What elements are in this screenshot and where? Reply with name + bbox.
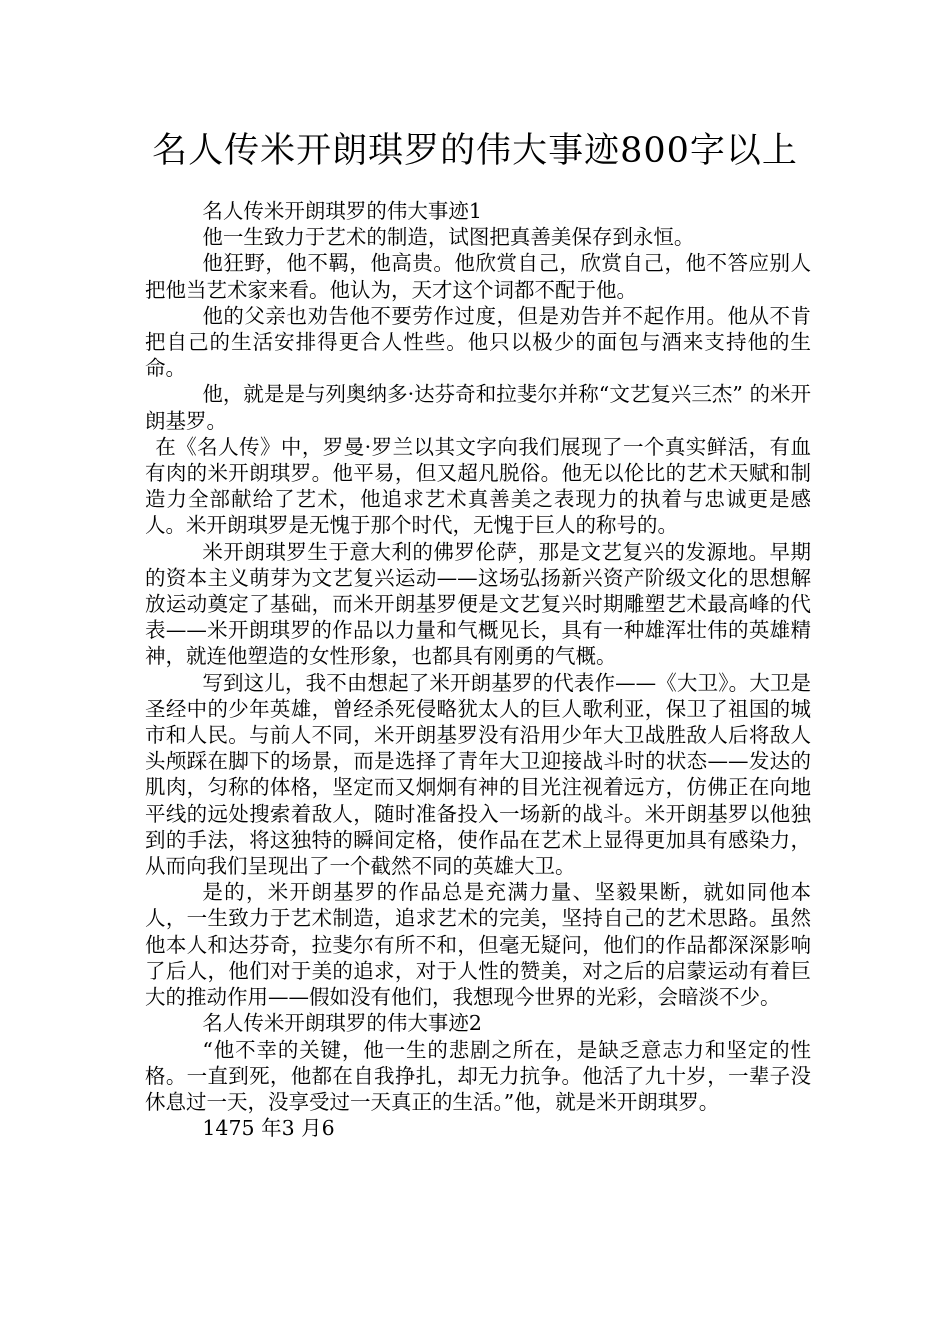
- paragraph: 他的父亲也劝告他不要劳作过度，但是劝告并不起作用。他从不肯把自己的生活安排得更合人性些。他只以极少的面包与酒来支持他的生命。: [145, 303, 811, 381]
- paragraph: 他狂野，他不羁，他高贵。他欣赏自己，欣赏自己，他不答应别人把他当艺术家来看。他认为，天才这个词都不配于他。: [145, 251, 811, 302]
- paragraph: 他一生致力于艺术的制造，试图把真善美保存到永恒。: [202, 225, 695, 250]
- document-body: [145, 198, 811, 1141]
- paragraph: 在《名人传》中，罗曼·罗兰以其文字向我们展现了一个真实鲜活，有血有肉的米开朗琪罗。他平易，但又超凡脱俗。他无以伦比的艺术天赋和制造力全部献给了艺术，他追求艺术真善美之表现力的执着与忠诚更是感人。米开朗琪罗是无愧于那个时代，无愧于巨人的称号的。: [145, 434, 811, 538]
- paragraph: 是的，米开朗基罗的作品总是充满力量、坚毅果断，就如同他本人，一生致力于艺术制造，追求艺术的完美，坚持自己的艺术思路。虽然他本人和达芬奇，拉斐尔有所不和，但毫无疑问，他们的作品都深深影响了后人，他们对于美的追求，对于人性的赞美，对之后的启蒙运动有着巨大的推动作用——假如没有他们，我想现今世界的光彩，会暗淡不少。: [145, 880, 811, 1010]
- paragraph: 米开朗琪罗生于意大利的佛罗伦萨，那是文艺复兴的发源地。早期的资本主义萌芽为文艺复兴运动——这场弘扬新兴资产阶级文化的思想解放运动奠定了基础，而米开朗基罗便是文艺复兴时期雕塑艺术最高峰的代表——米开朗琪罗的作品以力量和气概见长，具有一种雄浑壮伟的英雄精神，就连他塑造的女性形象，也都具有刚勇的气概。: [145, 539, 811, 669]
- section-heading-2: 名人传米开朗琪罗的伟大事迹2: [202, 1011, 482, 1036]
- paragraph-date: 1475 年3 月6: [202, 1116, 335, 1141]
- paragraph: “他不幸的关键，他一生的悲剧之所在，是缺乏意志力和坚定的性格。一直到死，他都在自我挣扎，却无力抗争。他活了九十岁，一辈子没休息过一天，没享受过一天真正的生活。”他，就是米开朗琪罗。: [145, 1037, 811, 1114]
- paragraph: 写到这儿，我不由想起了米开朗基罗的代表作——《大卫》。大卫是圣经中的少年英雄，曾经杀死侵略犹太人的巨人歌利亚，保卫了祖国的城市和人民。与前人不同，米开朗基罗没有沿用少年大卫战胜敌人后将敌人头颅踩在脚下的场景，而是选择了青年大卫迎接战斗时的状态——发达的肌肉，匀称的体格，坚定而又炯炯有神的目光注视着远方，仿佛正在向地平线的远处搜索着敌人，随时准备投入一场新的战斗。米开朗基罗以他独到的手法，将这独特的瞬间定格，使作品在艺术上显得更加具有感染力，从而向我们呈现出了一个截然不同的英雄大卫。: [145, 670, 811, 879]
- section-heading-1: 名人传米开朗琪罗的伟大事迹1: [202, 199, 482, 223]
- paragraph: 他，就是是与列奥纳多·达芬奇和拉斐尔并称“文艺复兴三杰” 的米开朗基罗。: [145, 382, 811, 433]
- document-title: 名人传米开朗琪罗的伟大事迹800字以上: [152, 131, 798, 171]
